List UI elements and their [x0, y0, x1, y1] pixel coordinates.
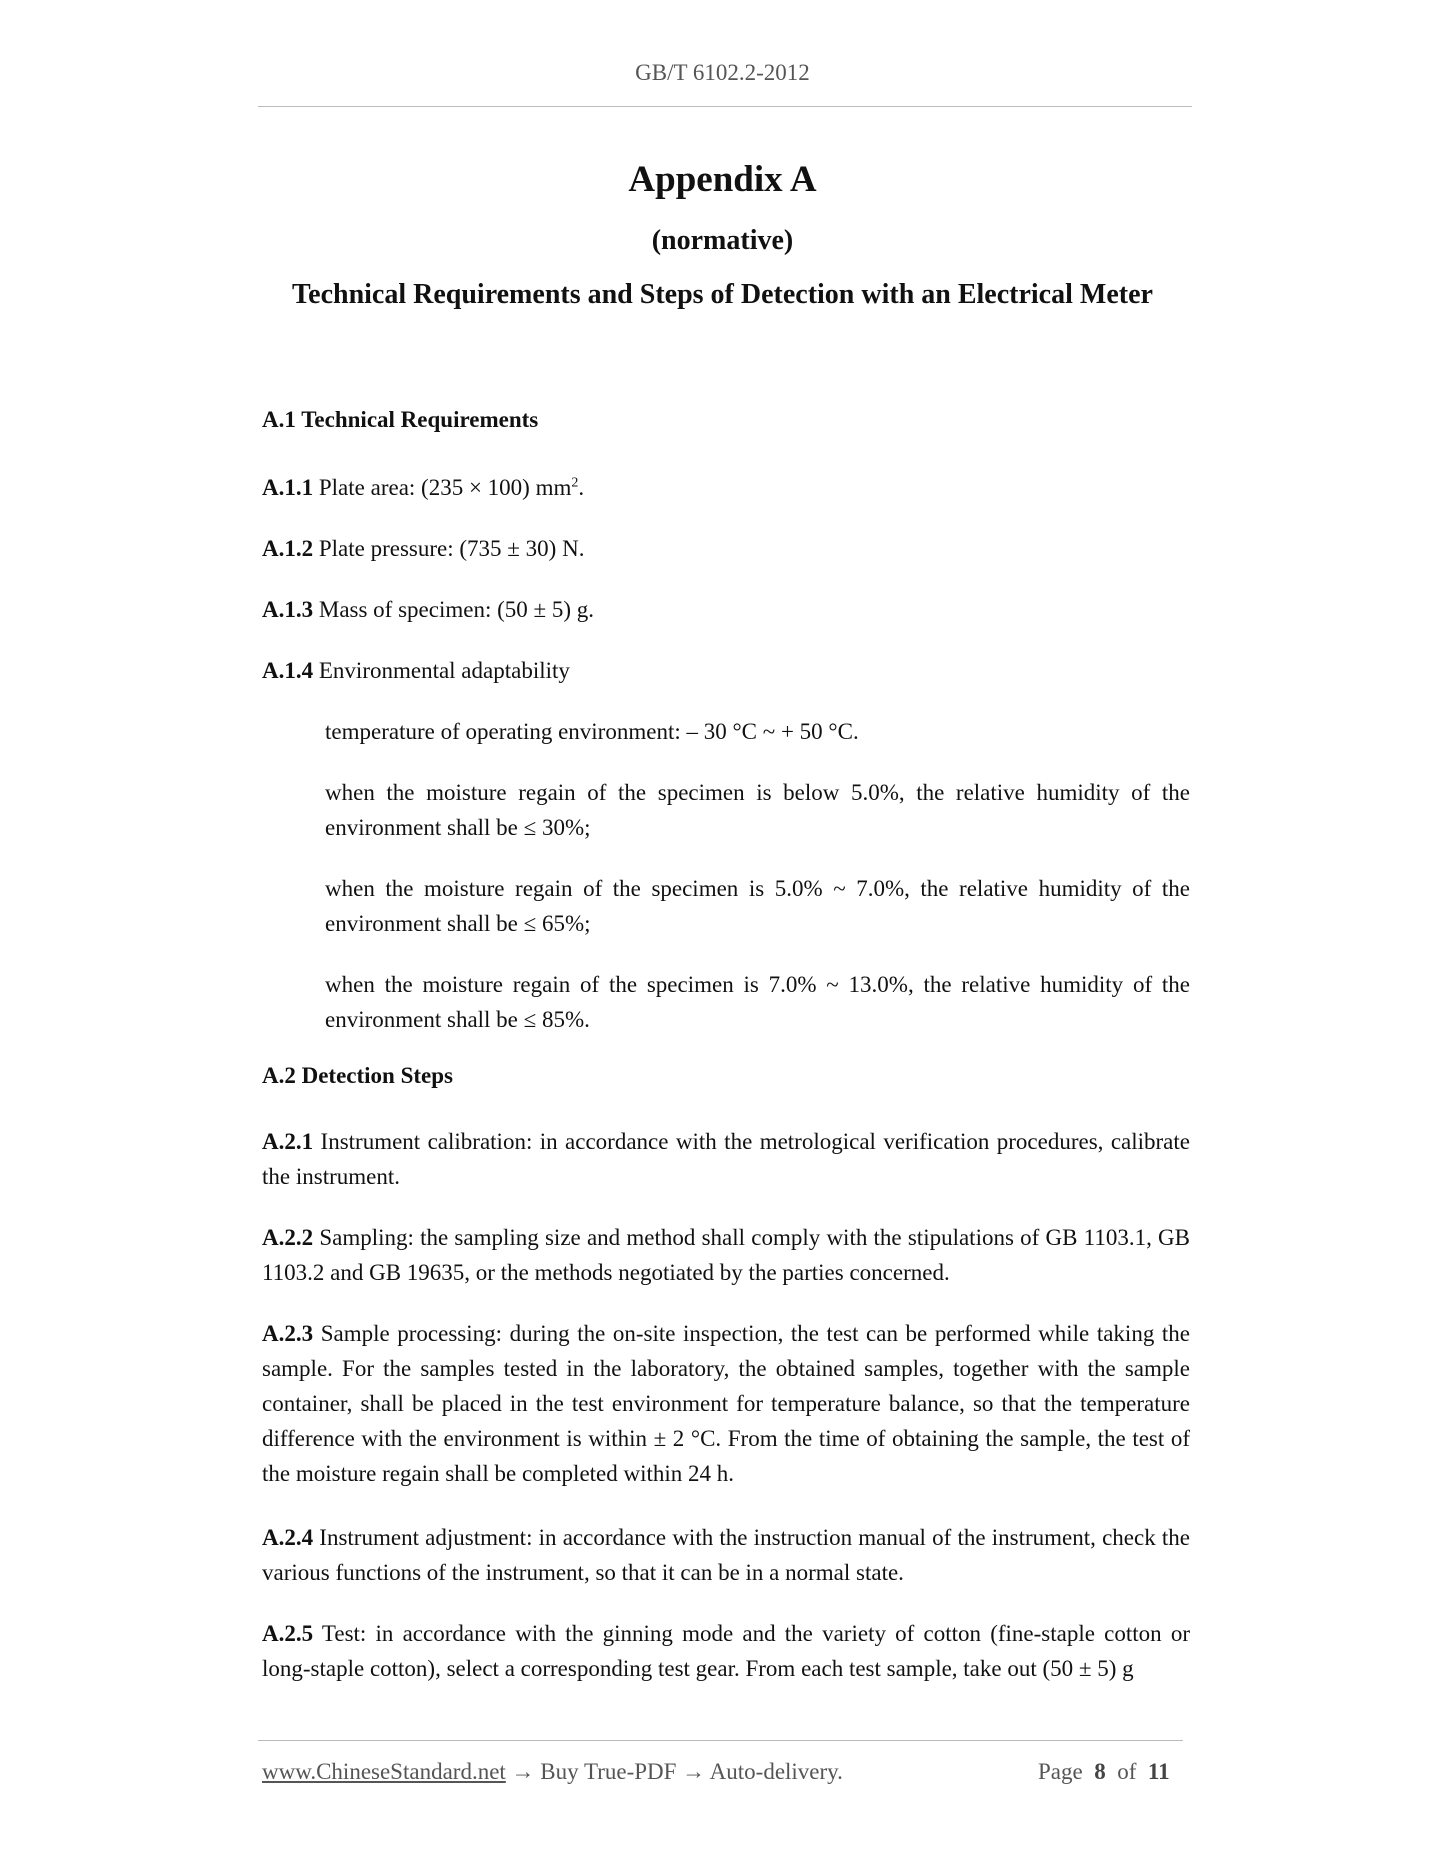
clause-superscript: 2: [571, 475, 579, 491]
page-of: of: [1117, 1759, 1137, 1784]
env-item-humidity-below-5: when the moisture regain of the specimen is below 5.0%, the relative humidity of the environment shall be ≤ 30%;: [325, 780, 1190, 840]
clause-text-end: .: [578, 475, 585, 500]
clause-number: A.2.3: [262, 1321, 314, 1346]
appendix-title: Appendix A: [628, 159, 817, 200]
clause-a2-5: [262, 1616, 1190, 1686]
clause-a1-3: [262, 592, 1190, 627]
footer-divider: [258, 1740, 1183, 1741]
env-item-humidity-5-7: when the moisture regain of the specimen is 5.0% ~ 7.0%, the relative humidity of the environment shall be ≤ 65%;: [325, 876, 1190, 936]
appendix-main-title: Technical Requirements and Steps of Detection with an Electrical Meter: [292, 279, 1153, 310]
page-current: 8: [1094, 1759, 1106, 1784]
header-divider: [258, 106, 1192, 107]
page-label: Page: [1038, 1759, 1083, 1784]
clause-text: Instrument calibration: in accordance with the metrological verification procedures, calibrate the instrument.: [262, 1129, 1190, 1189]
env-item-temperature: temperature of operating environment: – 30 °C ~ + 50 °C.: [325, 719, 859, 744]
page-indicator: [1038, 1759, 1170, 1785]
clause-text: Sampling: the sampling size and method shall comply with the stipulations of GB 1103.1, GB 1103.2 and GB 19635, or the methods negotiated by the parties concerned.: [262, 1225, 1190, 1285]
site-link[interactable]: www.ChineseStandard.net: [262, 1759, 506, 1784]
clause-number: A.1.1: [262, 475, 314, 500]
clause-text: Plate pressure: (735 ± 30) N.: [313, 536, 585, 561]
clause-number: A.1.2: [262, 536, 314, 561]
clause-text: Instrument adjustment: in accordance with the instruction manual of the instrument, check the various functions of the instrument, so that it can be in a normal state.: [262, 1525, 1190, 1585]
env-item-humidity-7-13: when the moisture regain of the specimen is 7.0% ~ 13.0%, the relative humidity of the environment shall be ≤ 85%.: [325, 972, 1190, 1032]
section-heading-a2: A.2 Detection Steps: [262, 1063, 453, 1088]
clause-a2-4: [262, 1520, 1190, 1590]
clause-text: Environmental adaptability: [313, 658, 570, 683]
clause-a1-1: [262, 470, 1190, 505]
clause-number: A.2.2: [262, 1225, 314, 1250]
clause-a1-2: [262, 531, 1190, 566]
appendix-nature: (normative): [651, 225, 794, 256]
clause-a1-4: [262, 653, 1190, 688]
clause-text: Test: in accordance with the ginning mode and the variety of cotton (fine-staple cotton or long-staple cotton), select a corresponding test gear. From each test sample, take out (50 ± 5) g: [262, 1621, 1190, 1681]
footer-promo: [262, 1759, 843, 1785]
header-standard-code: GB/T 6102.2-2012: [635, 60, 810, 85]
clause-number: A.2.4: [262, 1525, 314, 1550]
clause-text: Plate area: (235 × 100) mm: [313, 475, 572, 500]
clause-number: A.1.4: [262, 658, 314, 683]
promo-text: → Buy True-PDF → Auto-delivery.: [505, 1759, 843, 1784]
clause-number: A.2.5: [262, 1621, 314, 1646]
clause-text: Mass of specimen: (50 ± 5) g.: [313, 597, 595, 622]
page-total: 11: [1147, 1759, 1170, 1784]
clause-number: A.1.3: [262, 597, 314, 622]
clause-text: Sample processing: during the on-site inspection, the test can be performed while taking the sample. For the samples tested in the laboratory, the obtained samples, together with the sample container, shall be placed in the test environment for temperature balance, so that the temperature difference with the environment is within ± 2 °C. From the time of obtaining the sample, the test of the moisture regain shall be completed within 24 h.: [262, 1321, 1190, 1486]
clause-number: A.2.1: [262, 1129, 314, 1154]
section-heading-a1: A.1 Technical Requirements: [262, 407, 539, 432]
clause-a2-3: [262, 1316, 1190, 1491]
clause-a2-2: [262, 1220, 1190, 1290]
clause-a2-1: [262, 1124, 1190, 1194]
